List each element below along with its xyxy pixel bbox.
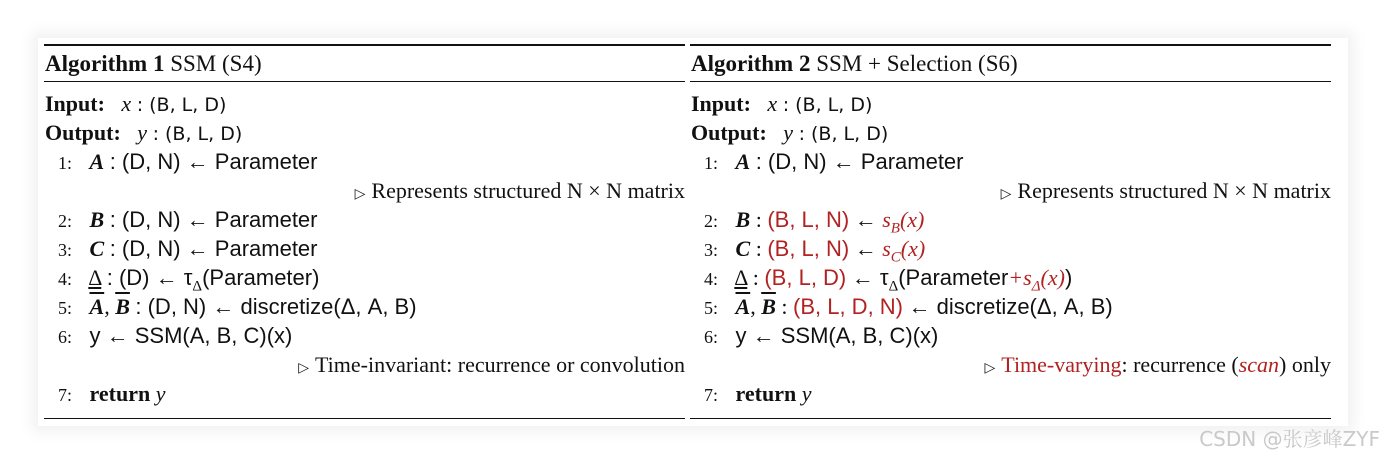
output-var: y [783,120,794,145]
algorithm-2-label: Algorithm 2 [691,51,811,76]
output-label: Output: [45,120,121,145]
comment-scan: scan [1238,352,1280,377]
line-subscript: Δ [888,278,899,295]
line-var: Δ [734,265,748,290]
line-number: 6: [58,327,73,347]
line-shape: (B, L, D) [764,265,847,290]
line-var: $\overline{A}$ [89,294,105,319]
algo2-line-3: 3: C : (B, L, N) ← $s_C(x)$ [704,236,926,266]
algo2-line-5: 5: $\overline{A}$, $\overline{B}$ : (B, L, D, N) ← discretize(Δ, A, B) [690,292,1331,321]
line-shape: (B, L, D, N) [793,294,904,319]
algo2-comment-1 [690,176,1331,205]
input-label: Input: [45,91,105,116]
algorithm-1-name: SSM (S4) [170,51,262,76]
line-number: 2: [58,211,73,231]
line-text: : (D) ← τ [106,265,193,290]
selection-fn: s [882,236,891,261]
return-keyword: return [89,381,151,406]
algorithm-1-title [44,46,685,82]
line-var: C [89,236,105,261]
algorithm-1-input [44,89,685,118]
line-text: : (D, N) ← Parameter [755,149,964,174]
return-keyword: return [735,381,797,406]
line-var: B [735,207,751,232]
comment-text: Represents structured N × N matrix [1017,178,1331,203]
selection-arg: (x) [1040,265,1065,290]
line-var: B [89,207,105,232]
line-number: 3: [58,240,73,260]
algorithm-2-title [690,46,1331,82]
line-number: 1: [58,153,73,173]
algorithm-2-input [690,89,1331,118]
output-shape: : (B, L, D) [152,123,243,145]
line-var: C [735,236,751,261]
watermark: CSDN @张彦峰ZYF [1199,427,1380,451]
line-var-2: $\overline{B}$ [115,294,130,319]
selection-subscript: B [890,220,900,237]
comment-triangle-icon: ▷ [1000,187,1012,202]
line-number: 5: [58,298,73,318]
selection-fn: s [882,207,891,232]
algorithm-2-name: SSM + Selection (S6) [816,51,1018,76]
algo1-line-5: 5: $\overline{A}$, $\overline{B}$ : (D, N) ← discretize(Δ, A, B) [44,292,685,321]
line-var-2: $\overline{B}$ [761,294,776,319]
algo2-line-7 [690,379,1331,408]
algo2-comment-2 [690,350,1331,379]
line-text: : (D, N) ← Parameter [109,149,318,174]
algo2-line-1 [690,147,1331,176]
line-number: 3: [704,240,719,260]
comment-text: Represents structured N × N matrix [371,178,685,203]
algorithms-figure [38,38,1348,426]
line-mid: (Parameter [898,265,1009,290]
algo1-comment-2 [44,350,685,379]
line-text: ← discretize(Δ, A, B) [908,294,1113,319]
input-var: x [121,91,132,116]
algo1-line-7 [44,379,685,408]
comment-highlight: Time-varying [1001,352,1122,377]
line-var: Δ [88,265,102,290]
selection-arg: (x) [899,207,925,232]
line-close: ) [1064,265,1073,290]
input-shape: : (B, L, D) [782,94,873,116]
line-number: 4: [58,269,73,289]
algo1-comment-1 [44,176,685,205]
line-number: 2: [704,211,719,231]
algo1-line-6 [44,321,685,350]
algo1-line-4 [44,263,685,295]
algorithm-2-output [690,118,1331,147]
comment-text: : recurrence ( [1121,352,1239,377]
line-var: A [89,149,105,174]
output-var: y [137,120,148,145]
input-label: Input: [691,91,751,116]
selection-plus: +s [1008,265,1032,290]
algo2-line-4: 4: Δ : (B, L, D) ← $\tau_\Delta(Parameter+s_\Delta(x))$ [704,265,1073,295]
line-var: A [735,149,751,174]
line-text: : (D, N) ← Parameter [109,236,318,261]
line-shape: (B, L, N) [767,207,850,232]
line-arrow: ← τ [851,265,889,290]
output-shape: : (B, L, D) [798,123,889,145]
line-text: : (D, N) ← discretize(Δ, A, B) [135,294,417,319]
line-number: 6: [704,327,719,347]
algo1-line-2 [44,205,685,234]
algorithm-1-box [44,44,685,419]
line-text: y ← SSM(A, B, C)(x) [89,323,293,348]
input-shape: : (B, L, D) [136,94,227,116]
algo1-line-1 [44,147,685,176]
line-number: 4: [704,269,719,289]
line-number: 7: [58,385,73,405]
line-tail: (Parameter) [202,265,320,290]
comment-triangle-icon: ▷ [984,361,996,376]
comment-text: Time-invariant: recurrence or convolution [314,352,685,377]
algo2-line-2: 2: B : (B, L, N) ← $s_B(x)$ [704,207,925,237]
algo1-line-3 [44,234,685,263]
line-number: 5: [704,298,719,318]
line-subscript: Δ [192,278,203,295]
line-text: y ← SSM(A, B, C)(x) [735,323,939,348]
line-var: $\overline{A}$ [735,294,751,319]
comment-triangle-icon: ▷ [354,187,366,202]
line-var: y [801,381,812,406]
input-var: x [767,91,778,116]
line-number: 1: [704,153,719,173]
selection-arg: (x) [900,236,926,261]
comment-triangle-icon: ▷ [298,361,309,376]
line-var: y [155,381,166,406]
line-text: : (D, N) ← Parameter [109,207,318,232]
line-arrow: ← [854,207,877,232]
algo2-line-6 [690,321,1331,350]
line-arrow: ← [854,236,877,261]
algorithm-2-box [690,44,1331,419]
algorithm-1-output [44,118,685,147]
line-shape: (B, L, N) [767,236,850,261]
line-number: 7: [704,385,719,405]
selection-subscript: Δ [1031,278,1041,295]
selection-subscript: C [890,249,901,266]
algorithm-1-label: Algorithm 1 [45,51,165,76]
output-label: Output: [691,120,767,145]
comment-end: ) only [1279,352,1331,377]
